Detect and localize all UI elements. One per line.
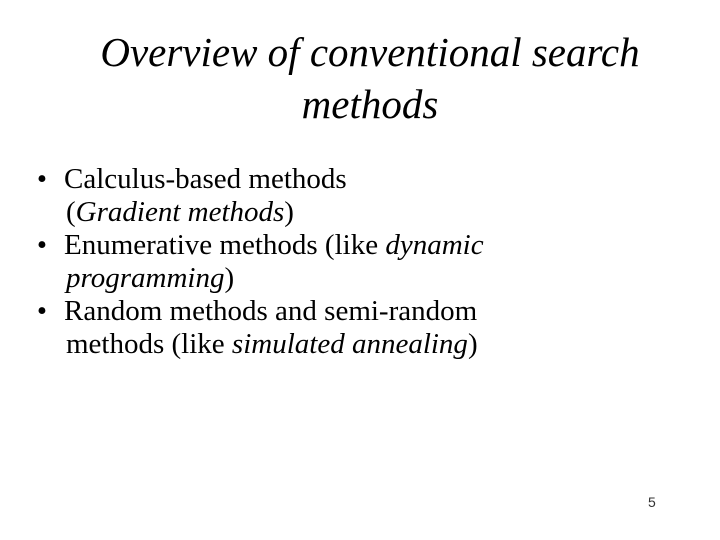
italic-term: dynamic — [385, 229, 484, 261]
bullet-text-line-2 — [64, 328, 692, 361]
paren-close: ) — [467, 328, 478, 360]
italic-term: programming — [66, 262, 225, 294]
bullet-dot: • — [36, 163, 48, 195]
bullet-text-line-1 — [64, 229, 484, 261]
paren-open: ( — [66, 196, 76, 228]
paren-close: ) — [284, 196, 294, 228]
page-number: 5 — [648, 494, 656, 510]
bullet-calculus-based — [32, 163, 692, 229]
title-line-2: methods — [301, 81, 439, 127]
bullet-dot: • — [36, 229, 48, 261]
bullet-random — [32, 295, 692, 361]
title-line-1: Overview of conventional search — [100, 29, 640, 75]
bullet-text-line-2 — [64, 262, 692, 295]
paren-close: ) — [224, 262, 235, 294]
bullet-text-line-1: Calculus-based methods — [64, 163, 347, 195]
plain-text: methods (like — [66, 328, 232, 360]
bullet-text-line-2 — [64, 196, 692, 229]
bullet-enumerative — [32, 229, 692, 295]
bullet-text-line-1: Random methods and semi-random — [64, 295, 478, 327]
bullet-list — [32, 163, 692, 361]
italic-term: Gradient methods — [75, 196, 285, 228]
bullet-dot: • — [36, 295, 48, 327]
slide-title — [40, 26, 700, 130]
plain-text: Enumerative methods (like — [64, 229, 386, 261]
italic-term: simulated annealing — [231, 328, 468, 360]
